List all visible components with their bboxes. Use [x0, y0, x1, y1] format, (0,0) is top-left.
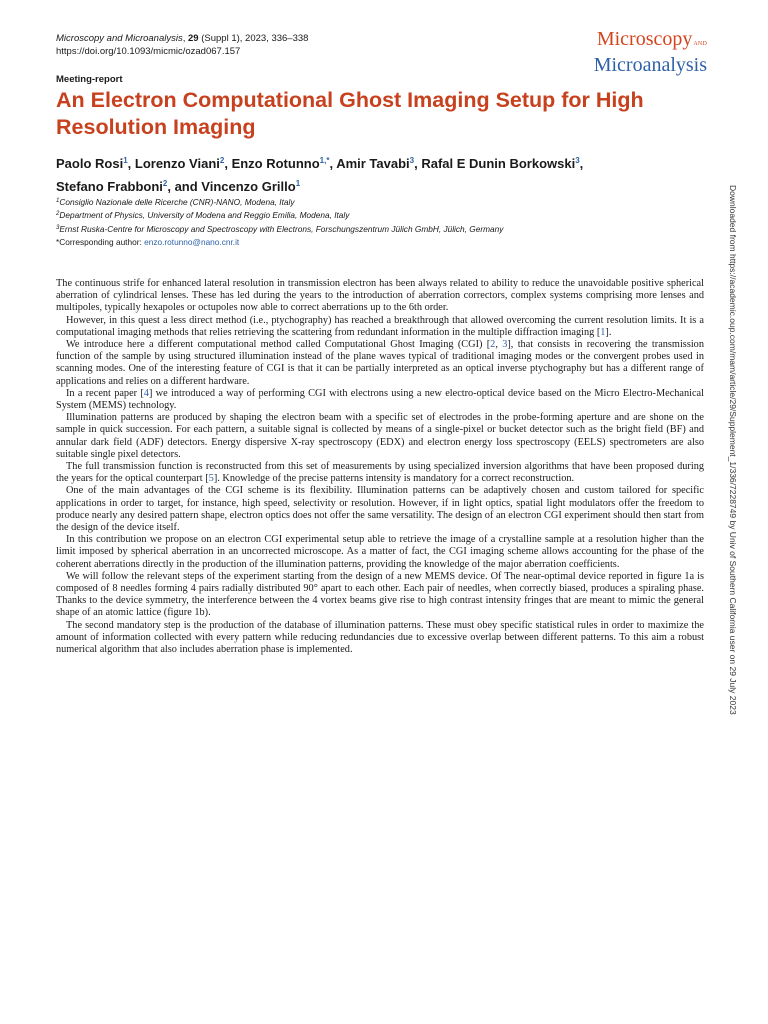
- body-paragraph: [56, 485, 704, 534]
- body-paragraph: [56, 534, 704, 571]
- affiliation-item: [56, 195, 696, 208]
- journal-line: Microscopy and Microanalysis, 29 (Suppl 1), 2023, 336–338: [56, 33, 309, 44]
- author-list: [56, 151, 696, 197]
- download-watermark: Downloaded from https://academic.oup.com/mam/article/29/Supplement_1/336/7228749 by Univ of Southern California user on 29 July 2023: [728, 185, 738, 715]
- author-name: Lorenzo Viani: [134, 156, 220, 171]
- logo-word-microanalysis: Microanalysis: [593, 54, 707, 76]
- body-paragraph: [56, 412, 704, 461]
- paragraph-text: The second mandatory step is the production of the database of illumination patterns. These must obey specific statistical rules in order to maximize the amount of information collected with every pattern while reducing redundancies due to excessive overlap between different patterns. To this aim a robust numerical algorithm that also includes aberration phase is implemented.: [56, 619, 704, 656]
- paragraph-text: ]. Knowledge of the precise patterns intensity is mandatory for a correct reconstruction.: [213, 473, 575, 485]
- citation-link[interactable]: 3: [502, 339, 508, 351]
- paragraph-text: The full transmission function is reconstructed from this set of measurements by using specialized inversion algorithms that have been proposed during the years for the optical counterpart [: [56, 461, 704, 485]
- corresponding-label: *Corresponding author:: [56, 237, 145, 247]
- affiliation-item: [56, 222, 696, 235]
- author-separator: ,: [224, 156, 232, 171]
- body-paragraph: [56, 315, 704, 339]
- citation-link[interactable]: 5: [208, 473, 214, 485]
- author-name: Paolo Rosi: [56, 156, 124, 171]
- affiliation-text: Department of Physics, University of Modena and Reggio Emilia, Modena, Italy: [59, 210, 350, 221]
- article-body: [56, 278, 704, 656]
- paragraph-text: One of the main advantages of the CGI scheme is its flexibility. Illumination patterns can be adaptively chosen and custom tailored for specific applications in order to target, for instance, high speed, selectivity or resolution. However, if in light optics, spatial light modulators offer the freedom to produce nearly any desired pattern shape, electron optics does not offer the same versatility. The design of an electron CGI experiment should then start from the design of the device itself.: [56, 485, 704, 534]
- paragraph-text: ] we introduced a way of performing CGI with electrons using a new electro-optical device based on the Micro Electro-Mechanical System (MEMS) technology.: [56, 387, 704, 412]
- journal-volume: 29: [188, 33, 199, 44]
- paragraph-text: In a recent paper [: [66, 387, 144, 399]
- author-affiliation-marker[interactable]: 3: [575, 156, 580, 165]
- paragraph-text: ,: [495, 339, 503, 351]
- author-separator: ,: [127, 156, 135, 171]
- corresponding-email-link[interactable]: enzo.rotunno@nano.cnr.it: [144, 237, 240, 247]
- affiliation-number: 2: [56, 211, 60, 218]
- author-name: Stefano Frabboni: [56, 179, 163, 194]
- author-separator: ,: [579, 156, 584, 171]
- logo-word-microscopy: Microscopy: [596, 28, 693, 50]
- affiliation-text: Consiglio Nazionale delle Ricerche (CNR)-NANO, Modena, Italy: [59, 197, 295, 207]
- paragraph-text: We will follow the relevant steps of the experiment starting from the design of a new MEMS device. Of The near-optimal device reported in figure 1a is composed of 8 needles forming 4 pairs radially distributed 90° apart to each other. Each pair of needles, when correctly biased, produces a spiraling phase. Thanks to the device symmetry, the interference between the 4 vortex beams give rise to high contrast intensity fringes that are meant to mimic the general shape of an atomic lattice (figure 1b).: [56, 570, 704, 619]
- author-separator: ,: [329, 156, 337, 171]
- doi-link[interactable]: https://doi.org/10.1093/micmic/ozad067.157: [56, 46, 241, 57]
- body-paragraph: [56, 571, 704, 620]
- journal-issue-pages: (Suppl 1), 2023, 336–338: [201, 33, 309, 44]
- author-name: Enzo Rotunno: [231, 156, 320, 171]
- affiliation-text: Ernst Ruska-Centre for Microscopy and Spectroscopy with Electrons, Forschungszentrum Jülich GmbH, Jülich, Germany: [59, 223, 504, 234]
- journal-name: Microscopy and Microanalysis: [56, 33, 183, 44]
- author-affiliation-marker[interactable]: 2: [162, 179, 168, 188]
- citation-link[interactable]: 1: [600, 326, 606, 338]
- citation-link[interactable]: 4: [143, 387, 149, 399]
- paragraph-text: ].: [605, 326, 612, 338]
- affiliation-list: [56, 195, 696, 235]
- body-paragraph: [56, 461, 704, 485]
- author-name: Rafal E Dunin Borkowski: [421, 156, 576, 171]
- affiliation-item: [56, 208, 696, 221]
- author-affiliation-marker[interactable]: 3: [409, 156, 415, 165]
- author-affiliation-marker[interactable]: 2: [219, 156, 225, 165]
- paragraph-text: We introduce here a different computational method called Computational Ghost Imaging (CGI) [: [66, 339, 491, 351]
- author-separator: ,: [414, 156, 422, 171]
- article-title: An Electron Computational Ghost Imaging Setup for High Resolution Imaging: [56, 88, 644, 139]
- body-paragraph: [56, 339, 704, 388]
- corresponding-author: [56, 237, 239, 247]
- paragraph-text: The continuous strife for enhanced lateral resolution in transmission electron has been always related to ability to reduce the unavoidable positive spherical aberration of cylindrical lenses. These has led during the years to the introduction of aberration correctors, complex systems comprising more lenses and multipoles, typically hexapoles or octupoles now able to correct aberrations up to the 6th order.: [56, 278, 704, 314]
- paragraph-text: In this contribution we propose on an electron CGI experimental setup able to retrieve the image of a crystalline sample at a resolution higher than the limit imposed by spherical aberration in an uncorrected microscope. As a matter of fact, the CGI imaging scheme allows accounting for the phase of the coherent aberrations directly in the production of the illumination patterns, providing the knowledge of the major aberration coefficients.: [56, 534, 704, 570]
- affiliation-number: 3: [56, 224, 60, 231]
- logo-word-and: AND: [693, 41, 707, 47]
- author-name: Vincenzo Grillo: [201, 179, 296, 194]
- author-name: Amir Tavabi: [336, 156, 410, 171]
- journal-citation: [56, 32, 308, 58]
- paragraph-text: However, in this quest a less direct method (i.e., ptychography) has reached a breakthrough that allowed overcoming the current resolution limits. It is a computational imaging methods that relies retrieving the scattering from redundant information in the multiple diffraction imaging [: [56, 314, 704, 338]
- body-paragraph: [56, 278, 704, 315]
- body-paragraph: [56, 388, 704, 412]
- paragraph-text: Illumination patterns are produced by shaping the electron beam with a specific set of electrodes in the probe-forming aperture and are shone on the sample in quick succession. For each pattern, a suitable signal is collected by means of a single-pixel or bucket detector such as the bright field (BF) and annular dark field (ADF) detectors. Energy dispersive X-ray spectroscopy (EDX) and electron energy loss spectroscopy (EELS) spectrometers are also suitable single pixel detectors.: [56, 412, 704, 460]
- author-affiliation-marker[interactable]: 1: [123, 156, 128, 165]
- author-affiliation-marker[interactable]: 1,*: [319, 156, 330, 165]
- body-paragraph: [56, 620, 704, 657]
- journal-logo[interactable]: [567, 29, 707, 76]
- citation-link[interactable]: 2: [490, 339, 496, 351]
- affiliation-number: 1: [56, 198, 60, 204]
- author-affiliation-marker[interactable]: 1: [295, 179, 301, 188]
- paragraph-text: ], that consists in recovering the transmission function of the sample by using structured illumination instead of the plane waves typical of traditional imaging modes or the convergent probes used in scanning modes. One of the interesting feature of CGI is that it can be partially interpreted as an optical inverse ptychography but has a different range of applications and relies on a different hardware.: [56, 339, 704, 387]
- author-separator: , and: [167, 179, 202, 194]
- article-type-label: Meeting-report: [56, 74, 123, 85]
